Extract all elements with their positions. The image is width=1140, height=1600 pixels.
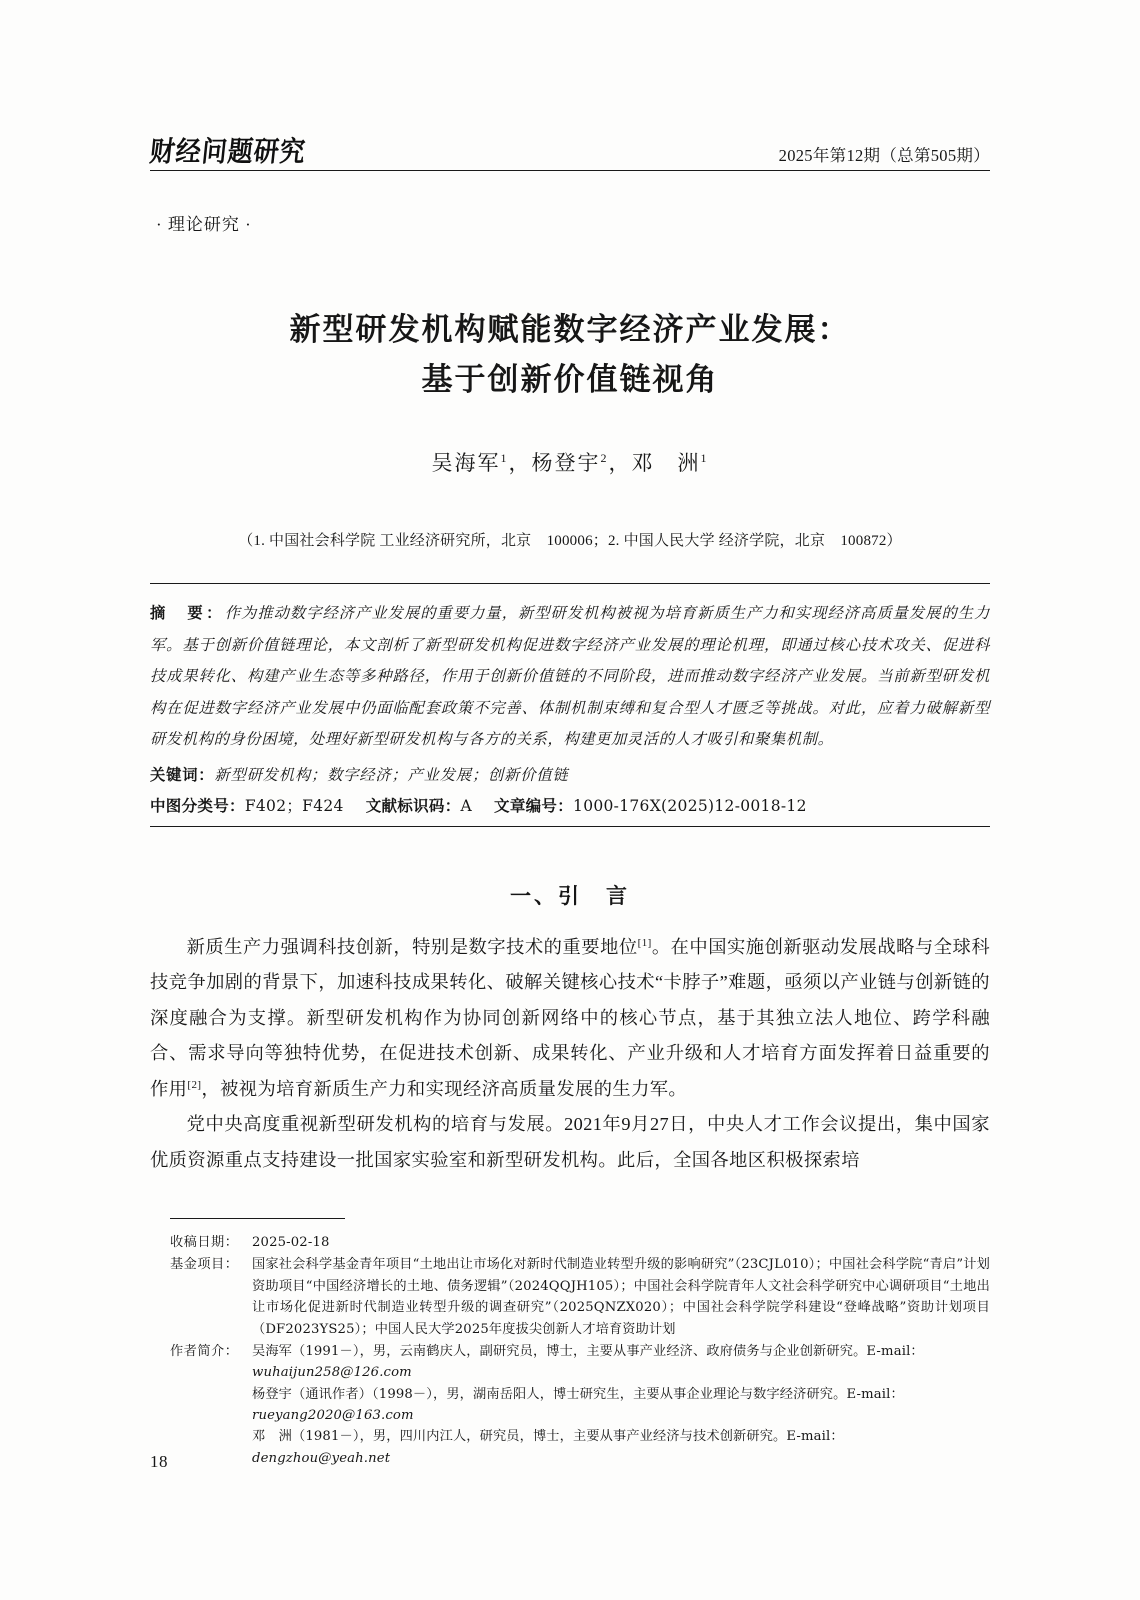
author-affiliation: （1. 中国社会科学院 工业经济研究所，北京 100006；2. 中国人民大学 经济学院，北京 100872） (238, 533, 902, 550)
author-bio-1-email: wuhaijun258@126.com (252, 1365, 412, 1381)
author-bio-1-text: 吴海军（1991－），男，云南鹤庆人，副研究员，博士，主要从事产业经济、政府债务与企业创新研究。E-mail： (252, 1343, 924, 1359)
footnote-block (170, 1232, 990, 1470)
received-label: 收稿日期： (170, 1235, 239, 1250)
issue-info: 2025年第12期（总第505期） (778, 146, 990, 165)
keywords-row (150, 763, 990, 785)
footnote-funding (170, 1254, 990, 1340)
paper-title-line-1: 新型研发机构赋能数字经济产业发展： (289, 312, 851, 348)
clc-label: 中图分类号： (150, 795, 245, 815)
footnote-author-bios (170, 1341, 990, 1469)
article-id-value: 1000-176X(2025)12-0018-12 (573, 796, 807, 815)
author-bios-label: 作者简介： (170, 1343, 239, 1359)
abstract-paragraph (150, 598, 990, 756)
abstract-bottom-divider (150, 826, 990, 827)
author-bios-value (252, 1341, 990, 1469)
title-block (150, 305, 990, 550)
section-heading: 一、引 言 (510, 883, 630, 908)
journal-logo: 财经问题研究 (148, 135, 308, 168)
doc-id-value: A (460, 796, 473, 815)
column-tag: · 理论研究 · (156, 215, 252, 234)
paragraph-2: 党中央高度重视新型研发机构的培育与发展。2021年9月27日，中央人才工作会议提出，集中国家优质资源重点支持建设一批国家实验室和新型研发机构。此后，全国各地区积极探索培 (150, 1114, 990, 1170)
author-bio-2 (252, 1384, 990, 1427)
page-sheet (150, 0, 990, 1600)
running-head (150, 132, 990, 168)
author-list: 吴海军$^1$，杨登宇$^2$，邓 洲$^1$ (431, 451, 709, 476)
funding-label: 基金项目： (170, 1257, 239, 1273)
author-bio-2-email: rueyang2020@163.com (252, 1408, 414, 1423)
author-bio-3 (252, 1426, 990, 1469)
author-bio-3-email: dengzhou@yeah.net (252, 1450, 391, 1466)
body-text (150, 930, 990, 1178)
article-id-label: 文章编号： (494, 795, 574, 815)
keywords-value: 新型研发机构；数字经济；产业发展；创新价值链 (214, 765, 569, 784)
author-bio-3-text: 邓 洲（1981－），男，四川内江人，研究员，博士，主要从事产业经济与技术创新研究。E-mail： (252, 1429, 844, 1445)
header-divider (150, 170, 990, 171)
clc-value: F402；F424 (244, 796, 344, 815)
author-bio-1 (252, 1341, 990, 1384)
author-bio-2-text: 杨登宇（通讯作者）（1998－），男，湖南岳阳人，博士研究生，主要从事企业理论与数字经济研究。E-mail： (252, 1386, 904, 1402)
abstract-text: 作为推动数字经济产业发展的重要力量，新型研发机构被视为培育新质生产力和实现经济高质量发展的生力军。基于创新价值链理论，本文剖析了新型研发机构促进数字经济产业发展的理论机理，即通过核心技术攻关、促进科技成果转化、构建产业生态等多种路径，作用于创新价值链的不同阶段，进而推动数字经济产业发展。当前新型研发机构在促进数字经济产业发展中仍面临配套政策不完善、体制机制束缚和复合型人才匮乏等挑战。对此，应着力破解新型研发机构的身份困境，处理好新型研发机构与各方的关系，构建更加灵活的人才吸引和聚集机制。 (150, 604, 990, 748)
received-value: 2025-02-18 (252, 1235, 330, 1250)
paragraph-1: 新质生产力强调科技创新，特别是数字技术的重要地位[1]。在中国实施创新驱动发展战略与全球科技竞争加剧的背景下，加速科技成果转化、破解关键核心技术“卡脖子”难题，亟须以产业链与创新链的深度融合为支撑。新型研发机构作为协同创新网络中的核心节点，基于其独立法人地位、跨学科融合、需求导向等独特优势，在促进技术创新、成果转化、产业升级和人才培育方面发挥着日益重要的作用[2]，被视为培育新质生产力和实现经济高质量发展的生力军。 (150, 936, 991, 1099)
page-number: 18 (150, 1452, 168, 1471)
keywords-label: 关键词： (150, 765, 215, 784)
paper-title-line-2: 基于创新价值链视角 (421, 362, 719, 399)
footnote-received (170, 1232, 990, 1253)
doc-id-label: 文献标识码： (365, 795, 461, 815)
classification-row (150, 794, 990, 816)
abstract-top-divider (150, 583, 990, 584)
abstract-label: 摘 要： (150, 604, 225, 622)
footnote-divider (170, 1218, 345, 1219)
funding-value: 国家社会科学基金青年项目“土地出让市场化对新时代制造业转型升级的影响研究”（23CJL010）；中国社会科学院“青启”计划资助项目“中国经济增长的土地、债务逻辑”（2024QQJH105）；中国社会科学院青年人文社会科学研究中心调研项目“土地出让市场化促进新时代制造业转型升级的调查研究”（2025QNZX020）；中国社会科学院学科建设“登峰战略”资助计划项目（DF2023YS25）；中国人民大学2025年度拔尖创新人才培育资助计划 (252, 1257, 990, 1337)
abstract-block (150, 598, 990, 816)
